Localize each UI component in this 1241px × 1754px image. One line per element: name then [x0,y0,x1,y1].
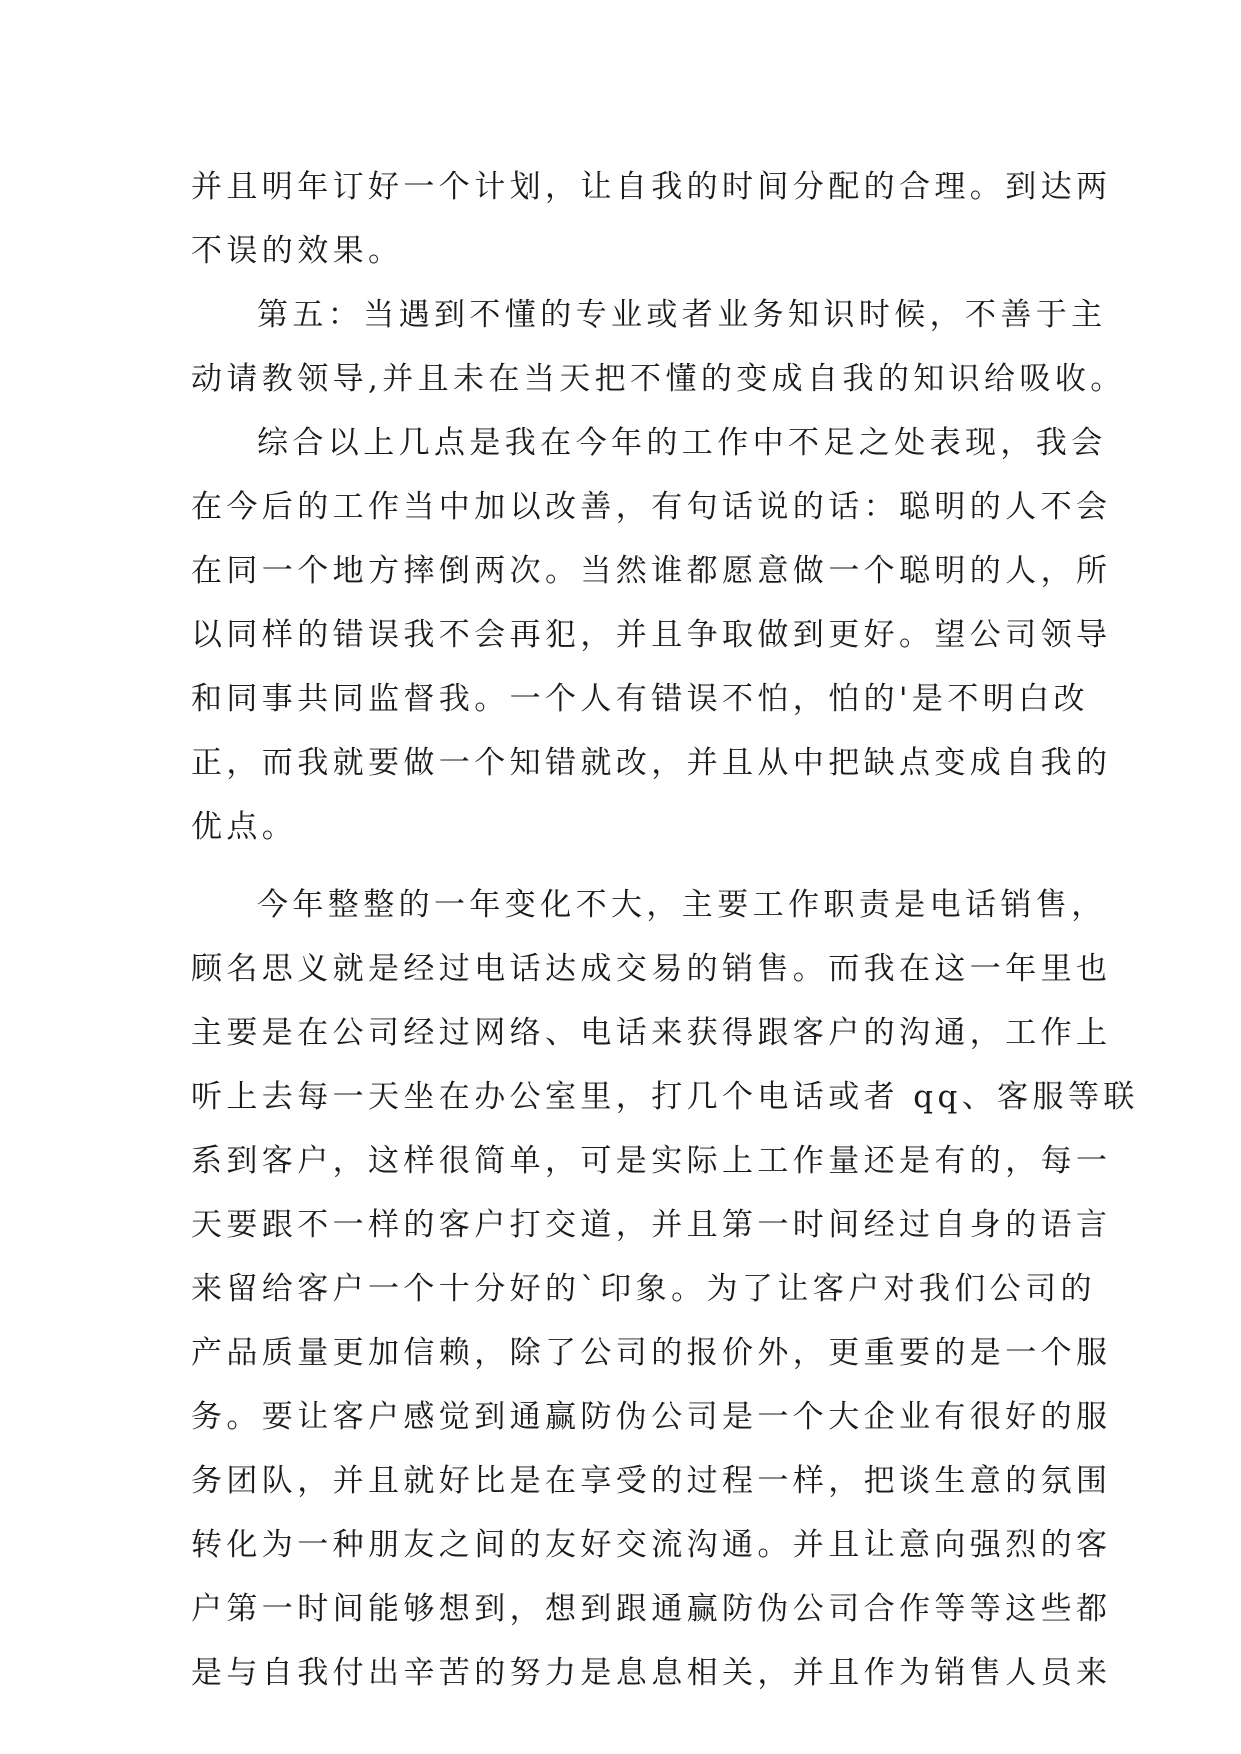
text-line-14: 主要是在公司经过网络、电话来获得跟客户的沟通，工作上 [191,1015,1112,1051]
text-line-2: 不误的效果。 [191,233,404,269]
text-line-18: 来留给客户一个十分好的`印象。为了让客户对我们公司的 [191,1271,1096,1307]
text-line-24: 是与自我付出辛苦的努力是息息相关，并且作为销售人员来 [191,1655,1112,1691]
text-line-21: 务团队，并且就好比是在享受的过程一样，把谈生意的氛围 [191,1463,1112,1499]
text-line-9: 和同事共同监督我。一个人有错误不怕，怕的'是不明白改 [191,681,1089,717]
text-line-4: 动请教领导,并且未在当天把不懂的变成自我的知识给吸收。 [191,361,1126,397]
text-line-7: 在同一个地方摔倒两次。当然谁都愿意做一个聪明的人，所 [191,553,1112,589]
text-line-10: 正，而我就要做一个知错就改，并且从中把缺点变成自我的 [191,745,1112,781]
text-line-11: 优点。 [191,809,298,845]
text-line-20: 务。要让客户感觉到通赢防伪公司是一个大企业有很好的服 [191,1399,1112,1435]
text-line-5: 综合以上几点是我在今年的工作中不足之处表现，我会 [257,425,1107,461]
text-line-22: 转化为一种朋友之间的友好交流沟通。并且让意向强烈的客 [191,1527,1112,1563]
text-line-23: 户第一时间能够想到，想到跟通赢防伪公司合作等等这些都 [191,1591,1112,1627]
text-line-15: 听上去每一天坐在办公室里，打几个电话或者 qq、客服等联 [191,1079,1139,1115]
text-line-12: 今年整整的一年变化不大，主要工作职责是电话销售， [257,887,1107,923]
text-line-1: 并且明年订好一个计划，让自我的时间分配的合理。到达两 [191,169,1112,205]
text-line-8: 以同样的错误我不会再犯，并且争取做到更好。望公司领导 [191,617,1112,653]
text-line-16: 系到客户，这样很简单，可是实际上工作量还是有的，每一 [191,1143,1112,1179]
text-line-17: 天要跟不一样的客户打交道，并且第一时间经过自身的语言 [191,1207,1112,1243]
text-line-6: 在今后的工作当中加以改善，有句话说的话：聪明的人不会 [191,489,1112,525]
text-line-13: 顾名思义就是经过电话达成交易的销售。而我在这一年里也 [191,951,1112,987]
text-line-19: 产品质量更加信赖，除了公司的报价外，更重要的是一个服 [191,1335,1112,1371]
text-line-3: 第五：当遇到不懂的专业或者业务知识时候，不善于主 [257,297,1107,333]
body-text [191,155,1139,1705]
